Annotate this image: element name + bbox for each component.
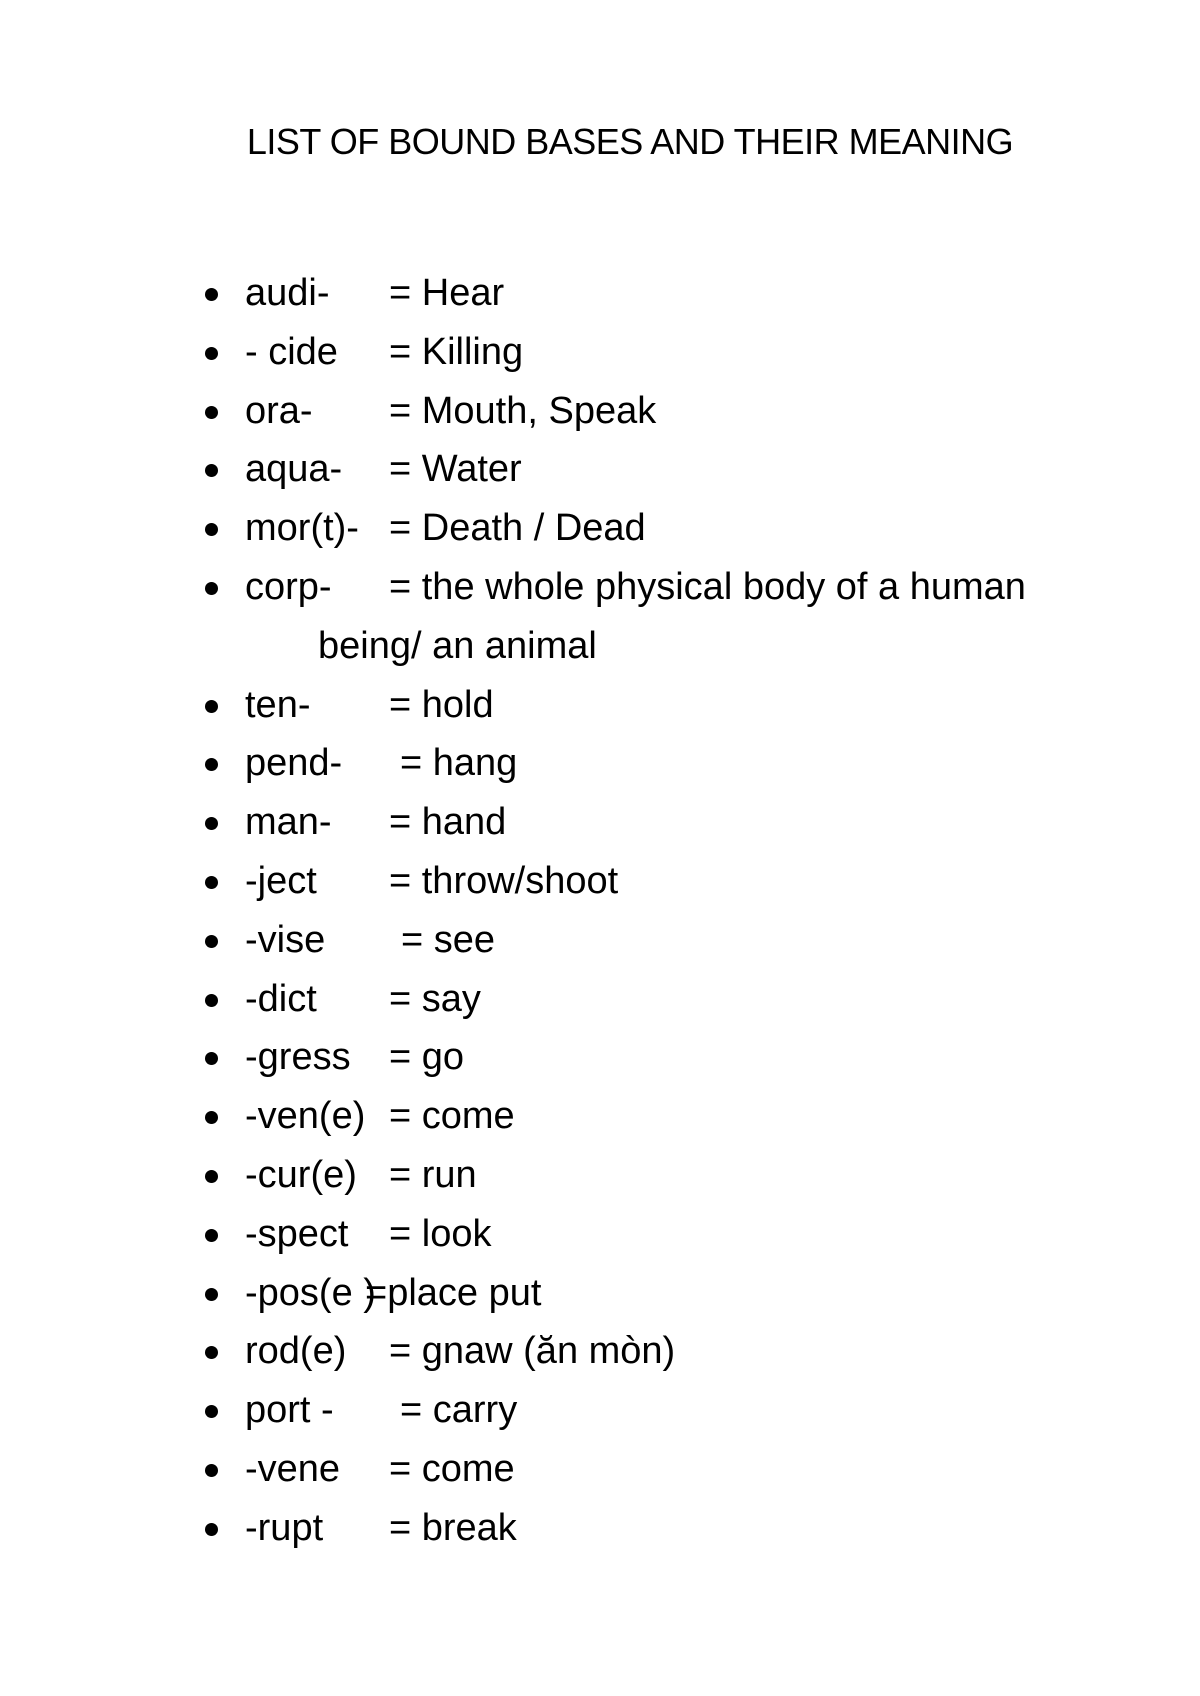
bound-base: aqua-	[245, 448, 343, 491]
bullet-icon	[205, 523, 218, 536]
base-meaning: = Killing	[389, 330, 524, 373]
base-meaning: = come	[389, 1447, 515, 1490]
bound-base: -cur(e)	[245, 1153, 357, 1196]
bullet-icon	[205, 1464, 218, 1477]
base-meaning: = hang	[400, 742, 518, 785]
base-meaning: = break	[389, 1506, 517, 1549]
bound-base: man-	[245, 801, 332, 844]
list-item	[205, 558, 1105, 676]
base-meaning-continuation: being/ an animal	[318, 624, 597, 667]
bullet-icon	[205, 1288, 218, 1301]
base-meaning: = Hear	[389, 272, 505, 314]
list-item	[205, 852, 1105, 911]
bound-base: ten-	[245, 683, 311, 726]
list-item	[205, 1205, 1105, 1264]
bound-base: -pos(e )	[245, 1271, 376, 1314]
list-item	[205, 911, 1105, 970]
bound-base: mor(t)-	[245, 507, 359, 550]
bound-base: port -	[245, 1389, 334, 1432]
bullet-icon	[205, 288, 218, 301]
bound-base: -ven(e)	[245, 1095, 366, 1138]
list-item	[205, 1499, 1105, 1558]
list-item	[205, 1440, 1105, 1499]
list-item	[205, 676, 1105, 735]
bound-base: -dict	[245, 977, 317, 1020]
bound-bases-list	[205, 264, 1105, 1558]
base-meaning: = run	[389, 1153, 477, 1196]
list-item	[205, 382, 1105, 441]
list-item	[205, 734, 1105, 793]
bullet-icon	[205, 1229, 218, 1242]
base-meaning: = the whole physical body of a human	[389, 565, 1026, 608]
base-meaning: = hold	[389, 683, 494, 726]
bound-base: -spect	[245, 1212, 349, 1255]
base-meaning: = come	[389, 1095, 515, 1138]
list-item	[205, 323, 1105, 382]
bullet-icon	[205, 464, 218, 477]
list-item	[205, 264, 1105, 323]
bullet-icon	[205, 582, 218, 595]
bound-base: -rupt	[245, 1506, 324, 1549]
bound-base: audi-	[245, 272, 330, 314]
base-meaning: = see	[401, 918, 496, 961]
bullet-icon	[205, 994, 218, 1007]
bound-base: rod(e)	[245, 1330, 347, 1373]
base-meaning: = throw/shoot	[389, 859, 619, 902]
bound-base: -vise	[245, 918, 326, 961]
bullet-icon	[205, 817, 218, 830]
base-meaning: = carry	[400, 1389, 518, 1432]
base-meaning: = Water	[389, 448, 522, 491]
list-item	[205, 1322, 1105, 1381]
bullet-icon	[205, 1111, 218, 1124]
bullet-icon	[205, 406, 218, 419]
bound-base: -gress	[245, 1036, 351, 1079]
list-item	[205, 970, 1105, 1029]
base-meaning: = gnaw (ăn mòn)	[389, 1330, 676, 1373]
list-item	[205, 1381, 1105, 1440]
base-meaning: = Mouth, Speak	[389, 389, 657, 432]
document-title: LIST OF BOUND BASES AND THEIR MEANING	[246, 121, 1014, 162]
base-meaning: = say	[389, 977, 481, 1020]
bullet-icon	[205, 935, 218, 948]
bullet-icon	[205, 758, 218, 771]
list-item	[205, 499, 1105, 558]
bound-base: pend-	[245, 742, 343, 785]
bullet-icon	[205, 700, 218, 713]
bound-base: ora-	[245, 389, 313, 432]
bound-base: -vene	[245, 1447, 341, 1490]
bullet-icon	[205, 876, 218, 889]
base-meaning: =place put	[365, 1271, 542, 1314]
bullet-icon	[205, 1052, 218, 1065]
base-meaning: = look	[389, 1212, 492, 1255]
bullet-icon	[205, 347, 218, 360]
bound-base: -ject	[245, 859, 317, 902]
bound-base: - cide	[245, 330, 338, 373]
base-meaning: = Death / Dead	[389, 507, 646, 550]
list-item	[205, 440, 1105, 499]
list-item	[205, 1146, 1105, 1205]
list-item	[205, 1028, 1105, 1087]
bullet-icon	[205, 1405, 218, 1418]
bullet-icon	[205, 1523, 218, 1536]
bullet-icon	[205, 1170, 218, 1183]
list-item	[205, 793, 1105, 852]
list-item	[205, 1264, 1105, 1323]
list-item	[205, 1087, 1105, 1146]
base-meaning: = hand	[389, 801, 507, 844]
bound-base: corp-	[245, 565, 332, 608]
base-meaning: = go	[389, 1036, 465, 1079]
bullet-icon	[205, 1346, 218, 1359]
